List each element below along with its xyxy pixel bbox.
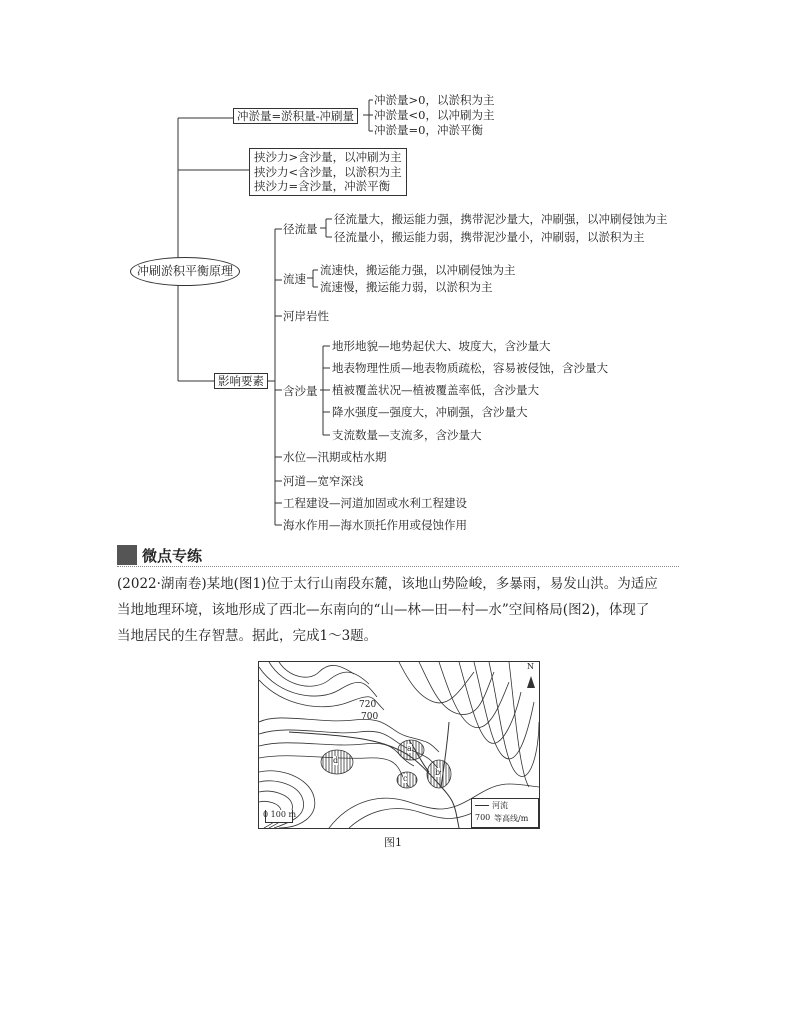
other-factor: 水位—汛期或枯水期 (283, 450, 387, 464)
branch2-item: 挟沙力<含沙量，以淤积为主 (254, 164, 402, 179)
map-legend (471, 798, 539, 828)
branch2-item: 挟沙力>含沙量，以冲刷为主 (254, 150, 402, 164)
figure-caption: 图1 (384, 836, 402, 849)
runoff-item: 径流量小，搬运能力弱，携带泥沙量小，冲刷弱，以淤积为主 (334, 230, 645, 244)
other-factor: 河道—宽窄深浅 (283, 474, 364, 488)
branch3-box (214, 373, 268, 389)
speed-label: 流速 (283, 272, 306, 286)
speed-item: 流速快，搬运能力强，以冲刷侵蚀为主 (320, 263, 516, 277)
sediment-item: 降水强度—强度大，冲刷强，含沙量大 (332, 405, 528, 419)
bank-label: 河岸岩性 (283, 309, 329, 323)
patch-label-a: a (407, 744, 412, 753)
section-title: 微点专练 (142, 547, 203, 565)
branch1-label: 冲淤量=淤积量-冲刷量 (237, 109, 355, 123)
branch2-item: 挟沙力=含沙量，冲淤平衡 (254, 179, 391, 193)
sediment-label: 含沙量 (283, 384, 318, 398)
contour-map (258, 661, 540, 829)
speed-item: 流速慢，搬运能力弱，以淤积为主 (320, 280, 493, 294)
sediment-item: 支流数量—支流多，含沙量大 (332, 428, 482, 442)
legend-contour-text: 等高线/m (494, 814, 529, 823)
runoff-item: 径流量大，搬运能力强，携带泥沙量大，冲刷强，以冲刷侵蚀为主 (334, 212, 668, 226)
branch1-item: 冲淤量<0，以冲刷为主 (374, 108, 495, 122)
other-factor: 工程建设—河道加固或水利工程建设 (283, 496, 467, 510)
north-label: N (527, 662, 534, 671)
branch1-item: 冲淤量=0，冲淤平衡 (374, 123, 483, 137)
branch1-item: 冲淤量>0，以淤积为主 (374, 93, 495, 107)
branch1-box (233, 108, 358, 124)
mindmap-root-label: 冲刷淤积平衡原理 (136, 264, 233, 278)
sediment-item: 地形地貌—地势起伏大、坡度大，含沙量大 (332, 339, 551, 353)
section-divider (117, 566, 679, 567)
question-paragraph-line: 当地地理环境，该地形成了西北—东南向的“山—林—田—村—水”空间格局(图2)，体现了 (117, 602, 650, 618)
contour-label-700: 700 (361, 712, 379, 722)
legend-contour-value: 700 (475, 813, 491, 822)
patch-label-c: c (403, 774, 408, 783)
legend-river-line (475, 805, 489, 806)
legend-river: 河流 (492, 801, 508, 810)
mindmap-root (130, 257, 240, 286)
patch-label-d: d (333, 756, 339, 765)
other-factor: 海水作用—海水顶托作用或侵蚀作用 (283, 518, 467, 532)
sediment-item: 植被覆盖状况—植被覆盖率低，含沙量大 (332, 383, 539, 397)
branch3-label: 影响要素 (218, 374, 264, 388)
section-marker (117, 545, 137, 565)
question-paragraph-line: (2022·湖南卷)某地(图1)位于太行山南段东麓，该地山势险峻，多暴雨，易发山洪。为适应 (117, 576, 658, 592)
patch-label-b: b (435, 768, 441, 777)
sediment-item: 地表物理性质—地表物质疏松，容易被侵蚀，含沙量大 (332, 361, 608, 375)
branch2-box (249, 148, 407, 196)
contour-label-720: 720 (359, 700, 377, 710)
runoff-label: 径流量 (283, 222, 318, 236)
question-paragraph-line: 当地居民的生存智慧。据此，完成1～3题。 (117, 628, 378, 644)
scale-label: 0 100 m (263, 810, 297, 819)
